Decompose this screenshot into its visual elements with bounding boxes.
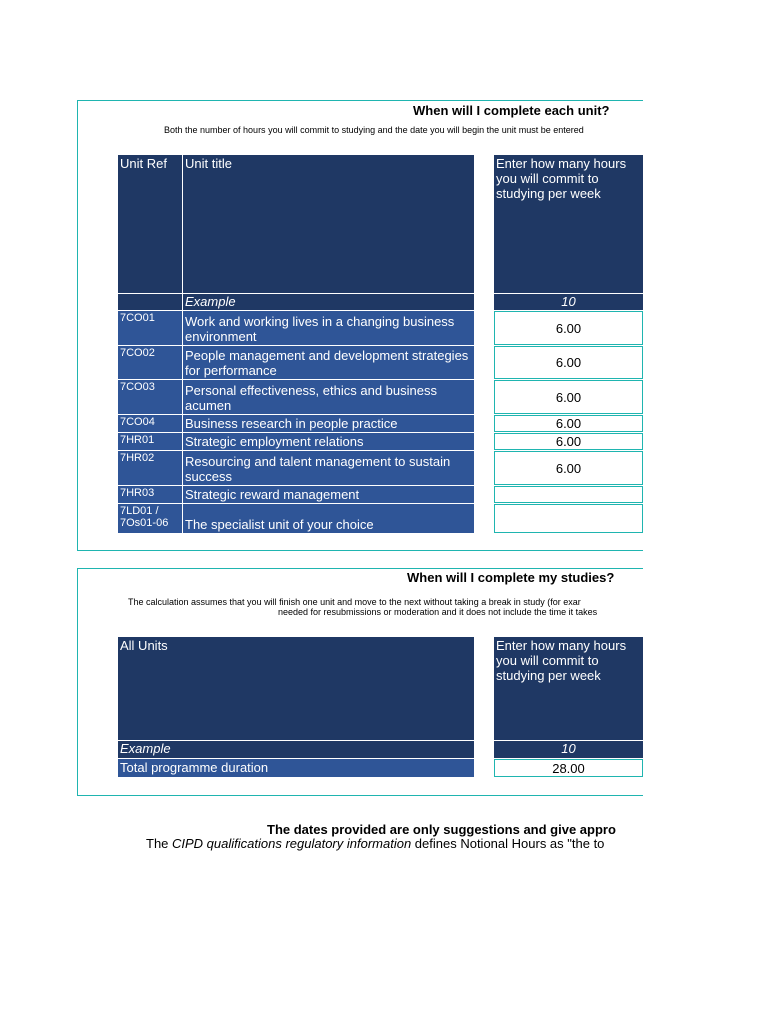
unit-ref-cell: 7HR01	[118, 433, 182, 450]
hours-input[interactable]	[494, 486, 643, 503]
unit-title-cell	[183, 415, 474, 432]
unit-title-cell	[183, 346, 474, 379]
example-ref-cell	[118, 294, 182, 310]
assumption-line-1: The calculation assumes that you will finish one unit and move to the next without taking a break in study (for exar	[128, 597, 581, 607]
hours-input[interactable]: 6.00	[494, 311, 643, 345]
definition-prefix: The	[146, 836, 173, 851]
regulatory-info-reference: CIPD qualifications regulatory information	[172, 836, 412, 851]
unit-ref-cell: 7CO02	[118, 346, 182, 379]
unit-ref-cell: 7CO01	[118, 311, 182, 345]
unit-title-text: The specialist unit of your choice	[185, 517, 374, 532]
total-duration-label: Total programme duration	[118, 759, 474, 777]
hours-input[interactable]: 6.00	[494, 451, 643, 485]
unit-title-text: Business research in people practice	[185, 416, 398, 431]
example-label: Example	[183, 294, 474, 310]
unit-ref-cell: 7CO03	[118, 380, 182, 414]
unit-title-cell	[183, 504, 474, 533]
unit-ref-cell: 7LD01 / 7Os01-06	[118, 504, 182, 533]
unit-title-cell	[183, 380, 474, 414]
studies-example-label: Example	[118, 741, 474, 758]
example-hours: 10	[494, 294, 643, 310]
unit-title-text: People management and development strategies for performance	[185, 348, 469, 378]
unit-title-header: Unit title	[183, 155, 474, 293]
hours-header: Enter how many hours you will commit to studying per week	[494, 155, 643, 293]
unit-title-cell	[183, 311, 474, 345]
unit-ref-cell: 7CO04	[118, 415, 182, 432]
unit-title-text: Work and working lives in a changing business environment	[185, 314, 455, 344]
unit-ref-cell: 7HR03	[118, 486, 182, 503]
definition-suffix: defines Notional Hours as "the to	[411, 836, 605, 851]
unit-title-cell	[183, 486, 474, 503]
hours-input[interactable]: 6.00	[494, 346, 643, 379]
unit-title-cell	[183, 433, 474, 450]
unit-section-heading: When will I complete each unit?	[413, 103, 610, 118]
total-hours-header: Enter how many hours you will commit to studying per week	[494, 637, 643, 740]
studies-example-hours: 10	[494, 741, 643, 758]
unit-title-text: Strategic reward management	[185, 487, 360, 502]
hours-input[interactable]: 6.00	[494, 415, 643, 432]
unit-ref-header: Unit Ref	[118, 155, 182, 293]
assumption-line-2: needed for resubmissions or moderation and it does not include the time it takes	[278, 607, 598, 617]
unit-title-text: Personal effectiveness, ethics and business acumen	[185, 383, 437, 413]
unit-section-instruction: Both the number of hours you will commit to studying and the date you will begin the unit must be entered	[164, 125, 584, 135]
unit-ref-cell: 7HR02	[118, 451, 182, 485]
definition-text	[146, 836, 604, 851]
total-duration-value: 28.00	[494, 759, 643, 777]
all-units-header: All Units	[118, 637, 474, 740]
unit-title-text: Resourcing and talent management to sustain success	[185, 454, 451, 484]
hours-input[interactable]: 6.00	[494, 433, 643, 450]
studies-section-heading: When will I complete my studies?	[407, 570, 615, 585]
unit-title-cell	[183, 451, 474, 485]
unit-title-text: Strategic employment relations	[185, 434, 364, 449]
hours-input[interactable]: 6.00	[494, 380, 643, 414]
hours-input[interactable]	[494, 504, 643, 533]
disclaimer-text: The dates provided are only suggestions and give appro	[267, 822, 616, 837]
